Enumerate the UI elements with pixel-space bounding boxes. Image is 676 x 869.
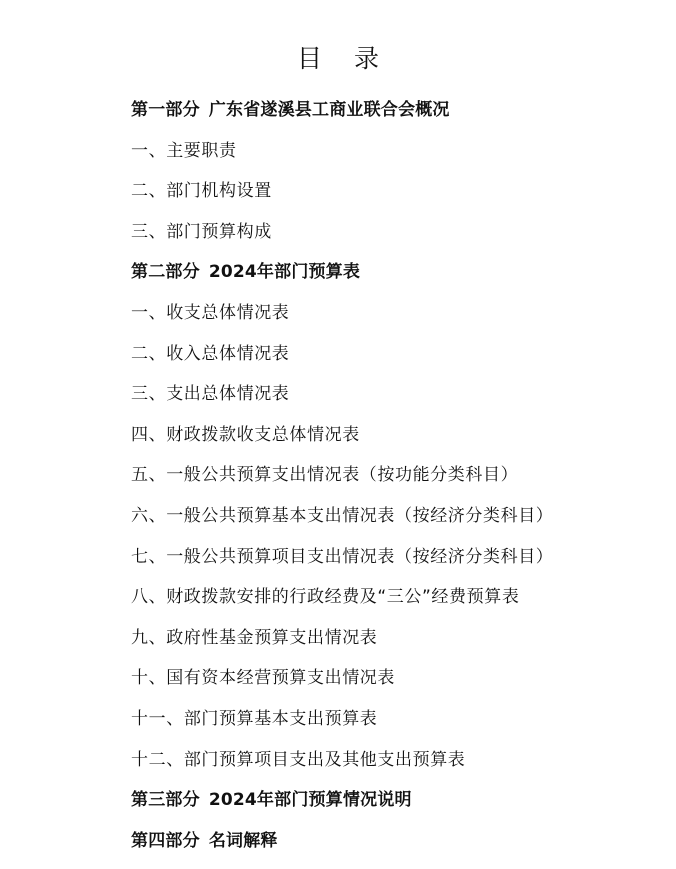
toc-item <box>131 380 553 421</box>
toc-item-text: 主要职责 <box>166 140 237 161</box>
toc-item-text: 部门预算基本支出预算表 <box>183 708 378 729</box>
toc-part-text: 名词解释 <box>208 830 278 851</box>
toc-item-text: 部门预算项目支出及其他支出预算表 <box>183 749 466 770</box>
toc-item-label: 六、 <box>131 505 167 526</box>
toc-item-label: 八、 <box>131 587 167 608</box>
toc-item <box>131 624 553 665</box>
toc-part-text: 2024年部门预算表 <box>208 262 361 283</box>
toc-item-label: 三、 <box>131 384 167 405</box>
toc-item <box>131 502 553 543</box>
toc-part-4 <box>131 827 553 868</box>
toc-item-label: 十、 <box>131 668 167 689</box>
toc-part-label: 第二部分 <box>131 262 200 283</box>
toc-item <box>131 299 553 340</box>
toc-item <box>131 461 553 502</box>
toc-item <box>131 664 553 705</box>
toc-item <box>131 543 553 584</box>
toc-part-1 <box>131 96 553 137</box>
toc-item <box>131 177 553 218</box>
toc-item-text: 收支总体情况表 <box>166 302 290 323</box>
toc-item-text: 政府性基金预算支出情况表 <box>166 627 378 648</box>
toc-item-label: 二、 <box>131 343 167 364</box>
toc-item-text: 部门预算构成 <box>166 221 272 242</box>
toc-item-label: 九、 <box>131 627 167 648</box>
table-of-contents <box>131 96 553 867</box>
toc-item-text: 一般公共预算项目支出情况表（按经济分类科目） <box>166 546 554 567</box>
toc-item-label: 二、 <box>131 181 167 202</box>
toc-item-label: 四、 <box>131 424 167 445</box>
toc-item <box>131 421 553 462</box>
toc-item-text: 国有资本经营预算支出情况表 <box>166 668 396 689</box>
toc-item-label: 一、 <box>131 140 167 161</box>
toc-part-text: 2024年部门预算情况说明 <box>208 790 412 811</box>
toc-item-label: 七、 <box>131 546 167 567</box>
toc-part-label: 第一部分 <box>131 100 200 120</box>
toc-item <box>131 583 553 624</box>
toc-item-text: 财政拨款安排的行政经费及“三公”经费预算表 <box>166 587 520 608</box>
toc-part-text: 广东省遂溪县工商业联合会概况 <box>208 100 450 120</box>
toc-item-text: 部门机构设置 <box>166 181 272 202</box>
toc-item <box>131 746 553 787</box>
toc-item-label: 十一、 <box>131 708 184 729</box>
toc-item <box>131 705 553 746</box>
toc-part-2 <box>131 258 553 299</box>
toc-item-label: 三、 <box>131 221 167 242</box>
toc-part-label: 第四部分 <box>131 830 200 851</box>
toc-item <box>131 340 553 381</box>
toc-item-text: 收入总体情况表 <box>166 343 290 364</box>
toc-item-text: 一般公共预算支出情况表（按功能分类科目） <box>166 465 519 486</box>
toc-item-label: 一、 <box>131 302 167 323</box>
toc-item-text: 支出总体情况表 <box>166 384 290 405</box>
toc-part-label: 第三部分 <box>131 790 200 811</box>
toc-item-label: 五、 <box>131 465 167 486</box>
toc-part-3 <box>131 786 553 827</box>
page-title: 目 录 <box>297 44 391 73</box>
toc-item-label: 十二、 <box>131 749 184 770</box>
toc-item-text: 一般公共预算基本支出情况表（按经济分类科目） <box>166 505 554 526</box>
toc-item <box>131 137 553 178</box>
toc-item-text: 财政拨款收支总体情况表 <box>166 424 360 445</box>
toc-item <box>131 218 553 259</box>
